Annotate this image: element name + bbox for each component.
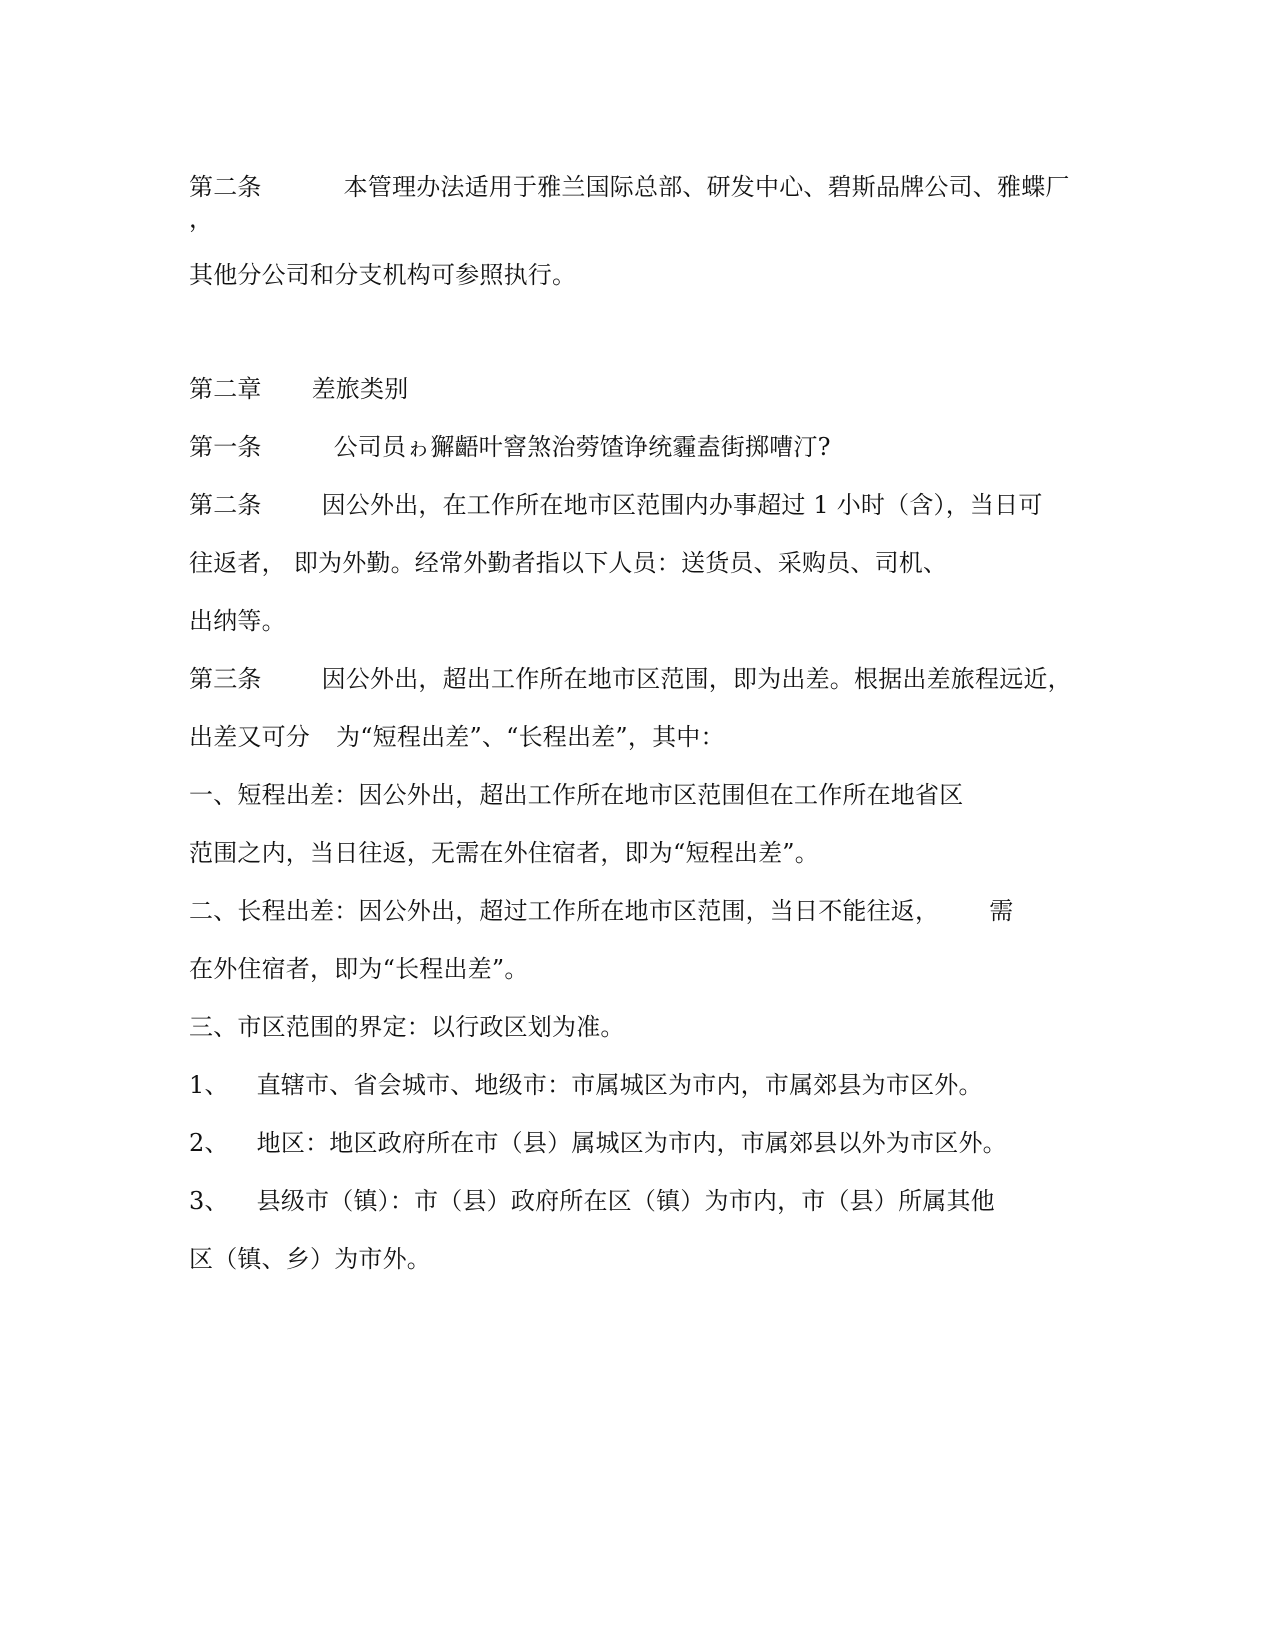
list-item: [189, 1128, 1007, 1158]
long-trip-line2: 在外住宿者，即为“长程出差”。: [189, 955, 529, 983]
article-text-part-b: 即为外勤。经常外勤者指以下人员：送货员、采购员、司机、: [293, 549, 948, 577]
chapter-2-article-3-line1: [189, 664, 1072, 694]
article-2-scope-comma: ，: [189, 205, 214, 233]
list-item: [189, 1070, 983, 1100]
article-label: 第三条: [189, 665, 262, 693]
short-trip-line2: 范围之内，当日往返，无需在外住宿者，即为“短程出差”。: [189, 839, 819, 867]
article-2-scope-line1: [189, 172, 1070, 202]
chapter-title: 差旅类别: [311, 375, 409, 403]
list-item-text: 地区：地区政府所在市（县）属城区为市内，市属郊县以外为市区外。: [256, 1129, 1007, 1157]
article-text: 本管理办法适用于雅兰国际总部、研发中心、碧斯品牌公司、雅蝶厂: [343, 173, 1070, 201]
long-trip-text-part-a: 二、长程出差：因公外出，超过工作所在地市区范围，当日不能往返，: [189, 897, 940, 925]
article-text-part-a: 往返者，: [189, 549, 286, 577]
list-item: [189, 1186, 995, 1216]
article-text: 因公外出，在工作所在地市区范围内办事超过 1 小时（含），当日可: [321, 491, 1043, 519]
list-item-3-continuation: 区（镇、乡）为市外。: [189, 1245, 431, 1273]
article-text-part-b: 为“短程出差”、“长程出差”，其中：: [336, 723, 725, 751]
list-item-number: 2、: [189, 1129, 229, 1157]
list-item-text: 县级市（镇）：市（县）政府所在区（镇）为市内，市（县）所属其他: [256, 1187, 995, 1215]
city-scope-heading: 三、市区范围的界定：以行政区划为准。: [189, 1013, 625, 1041]
article-text: 公司员ゎ獬齬叶窨煞治䓖馇诤统霾盍街掷嘈汀?: [333, 433, 831, 461]
article-text: 因公外出，超出工作所在地市区范围，即为出差。根据出差旅程远近，: [321, 665, 1072, 693]
chapter-2-article-2-line1: [189, 490, 1043, 520]
long-trip-text-part-b: 需: [989, 897, 1014, 925]
article-label: 第二条: [189, 491, 262, 519]
list-item-number: 1、: [189, 1071, 229, 1099]
list-item-number: 3、: [189, 1187, 229, 1215]
chapter-2-article-3-line2: [189, 722, 725, 752]
article-label: 第二条: [189, 173, 262, 201]
chapter-2-article-2-line3: 出纳等。: [189, 607, 286, 635]
chapter-2-article-2-line2: [189, 548, 947, 578]
long-trip-line1: [189, 896, 1013, 926]
article-2-scope-line2: 其他分公司和分支机构可参照执行。: [189, 261, 577, 289]
article-text-part-a: 出差又可分: [189, 723, 310, 751]
chapter-2-article-1: [189, 432, 831, 462]
article-label: 第一条: [189, 433, 262, 461]
list-item-text: 直辖市、省会城市、地级市：市属城区为市内，市属郊县为市区外。: [256, 1071, 983, 1099]
chapter-label: 第二章: [189, 375, 262, 403]
chapter-2-heading: [189, 374, 408, 404]
short-trip-line1: 一、短程出差：因公外出，超出工作所在地市区范围但在工作所在地省区: [189, 781, 964, 809]
